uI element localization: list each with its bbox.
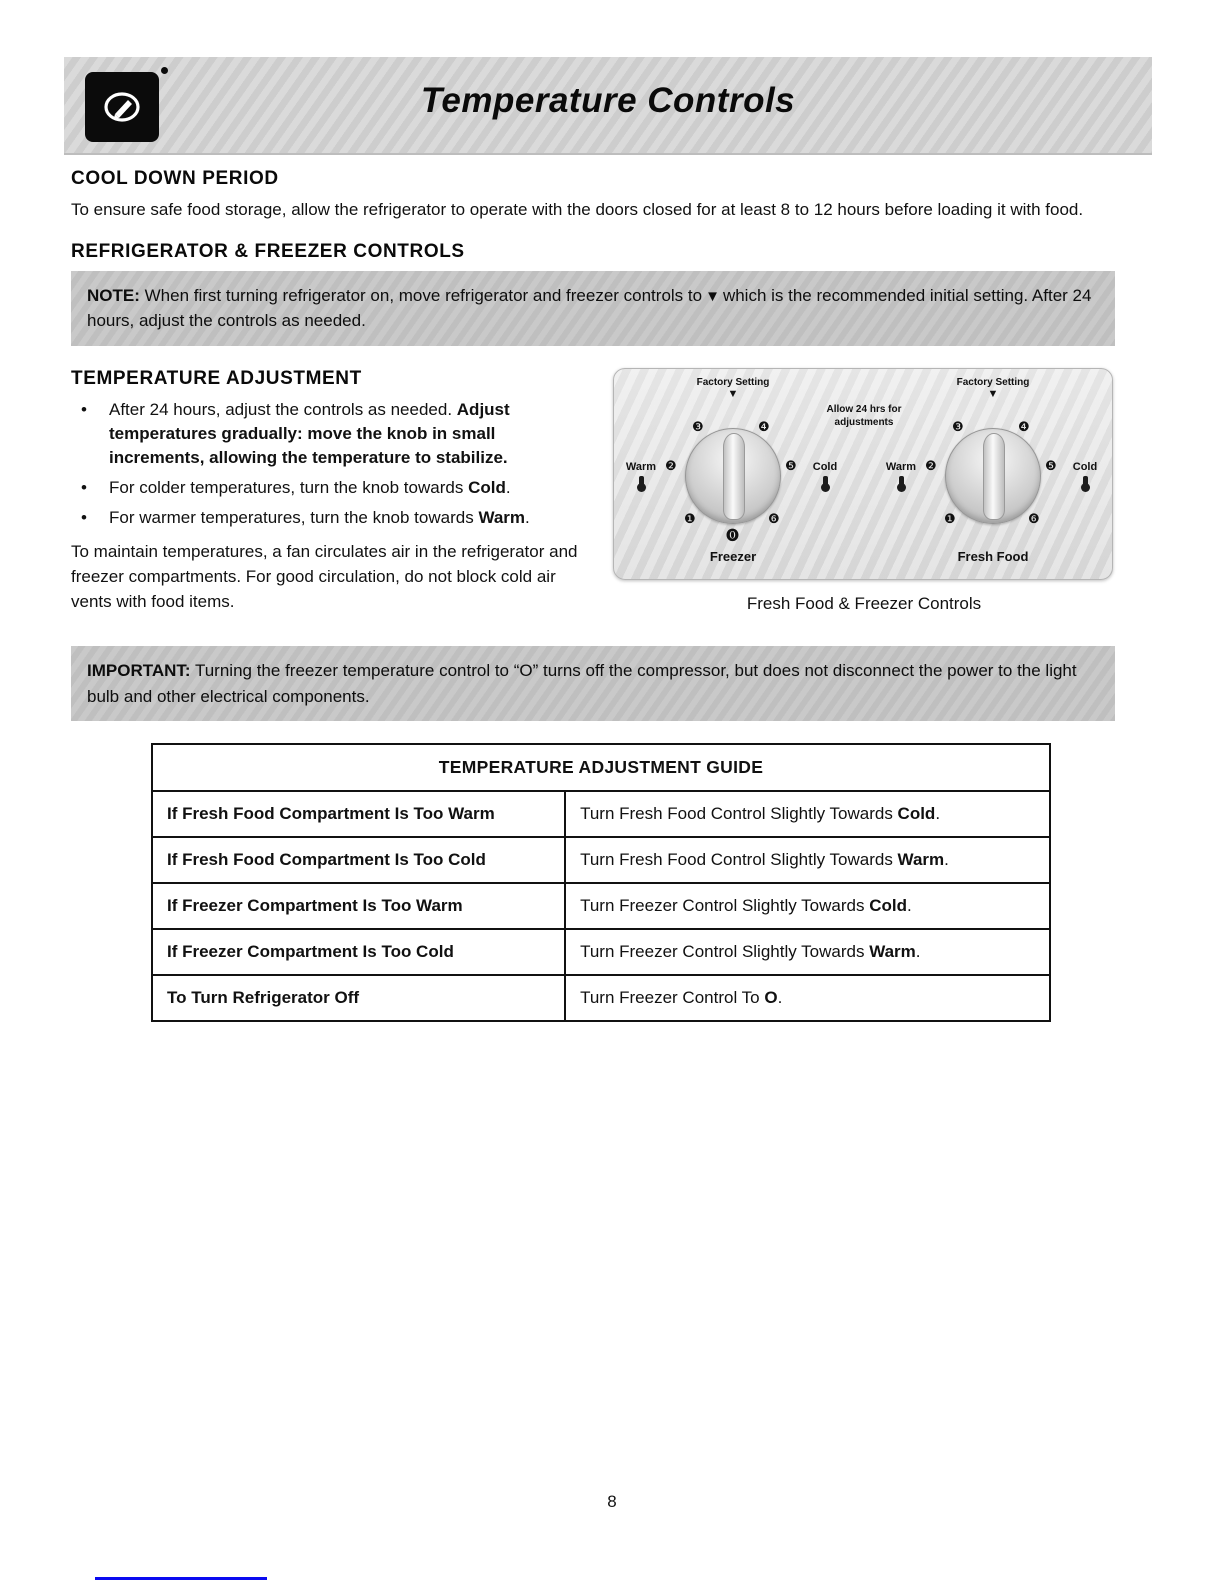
triangle-marker-icon: ▼ xyxy=(705,287,720,305)
factory-setting-arrow-icon: ▼ xyxy=(727,387,739,400)
dial-digit-3: ❸ xyxy=(952,418,964,434)
important-text: Turning the freezer temperature control to “O” turns off the compressor, but does not disconnect the power to the light bulb and other electrical components. xyxy=(87,661,1077,706)
dial-digit-3: ❸ xyxy=(692,418,704,434)
thermometer-icon xyxy=(1083,476,1088,487)
bullet-item xyxy=(71,506,591,530)
table-row xyxy=(152,837,1050,883)
dial-digit-6: ❻ xyxy=(1028,510,1040,526)
dial-digit-6: ❻ xyxy=(768,510,780,526)
allow-24hrs-label: Allow 24 hrs for adjustments xyxy=(826,403,902,428)
dial-digit-5: ❺ xyxy=(1045,457,1057,473)
bullet-item xyxy=(71,476,591,500)
header-banner xyxy=(64,57,1152,155)
factory-setting-label: Factory Setting xyxy=(696,376,770,388)
warm-label xyxy=(620,461,662,487)
page-title: Temperature Controls xyxy=(420,81,796,120)
bullet-item xyxy=(71,398,591,470)
adjustment-section xyxy=(71,368,1115,633)
thermometer-icon xyxy=(899,476,904,487)
dial-digit-4: ❹ xyxy=(758,418,770,434)
bullet-bold-text: Adjust temperatures gradually: move the knob in small increments, allowing the temperature to stabilize. xyxy=(109,399,510,467)
diagram-caption: Fresh Food & Freezer Controls xyxy=(746,593,982,613)
bullet-tail: . xyxy=(525,508,530,528)
dial-digit-2: ❷ xyxy=(665,457,677,473)
knob-pointer xyxy=(983,433,1005,520)
note-text-after: which is the recommended initial setting. After 24 hours, adjust the controls as needed. xyxy=(87,285,1092,331)
condition-cell: To Turn Refrigerator Off xyxy=(152,975,565,1021)
freezer-knob-label: Freezer xyxy=(709,548,757,564)
cold-text: Cold xyxy=(1072,460,1098,473)
action-bold: Warm xyxy=(869,942,916,962)
action-tail: . xyxy=(944,850,949,870)
important-label: IMPORTANT: xyxy=(87,661,191,681)
action-tail: . xyxy=(935,804,941,824)
condition-cell: If Fresh Food Compartment Is Too Cold xyxy=(152,837,565,883)
action-cell xyxy=(565,883,1050,929)
note-box xyxy=(71,271,1115,346)
condition-cell: If Freezer Compartment Is Too Warm xyxy=(152,883,565,929)
cool-down-heading: COOL DOWN PERIOD xyxy=(71,168,279,189)
bullet-bold-text: Warm xyxy=(478,508,526,528)
action-tail: . xyxy=(777,988,783,1008)
bullet-tail: . xyxy=(505,478,511,498)
dial-digit-4: ❹ xyxy=(1018,418,1030,434)
cold-label xyxy=(804,461,846,487)
freezer-knob-unit xyxy=(618,369,848,581)
bullet-text: After 24 hours, adjust the controls as needed. xyxy=(109,399,457,419)
action-tail: . xyxy=(906,896,912,916)
action-text: Turn Freezer Control Slightly Towards xyxy=(580,942,870,962)
temperature-adjustment-guide-table xyxy=(151,743,1051,1022)
note-text-before: When first turning refrigerator on, move refrigerator and freezer controls to xyxy=(139,285,703,305)
bullet-text: For warmer temperatures, turn the knob towards xyxy=(109,508,479,528)
controls-diagram xyxy=(613,368,1113,580)
adjustment-bullet-list xyxy=(71,398,591,531)
dial-digit-1: ❶ xyxy=(944,510,956,526)
table-title: TEMPERATURE ADJUSTMENT GUIDE xyxy=(152,744,1050,791)
action-text: Turn Freezer Control To xyxy=(580,988,765,1008)
action-text: Turn Fresh Food Control Slightly Towards xyxy=(580,804,898,824)
warm-text: Warm xyxy=(885,460,917,473)
action-cell xyxy=(565,929,1050,975)
diagram-column xyxy=(613,368,1115,633)
thermometer-icon xyxy=(823,476,828,487)
warm-text: Warm xyxy=(625,460,657,473)
action-cell xyxy=(565,791,1050,837)
condition-cell: If Freezer Compartment Is Too Cold xyxy=(152,929,565,975)
condition-cell: If Fresh Food Compartment Is Too Warm xyxy=(152,791,565,837)
table-row xyxy=(152,929,1050,975)
fresh-food-knob-unit xyxy=(878,369,1108,581)
dial-digit-2: ❷ xyxy=(925,457,937,473)
cool-down-body: To ensure safe food storage, allow the refrigerator to operate with the doors closed for at least 8 to 12 hours before loading it with food. xyxy=(71,200,1084,219)
action-tail: . xyxy=(915,942,921,962)
controls-heading: REFRIGERATOR & FREEZER CONTROLS xyxy=(71,240,465,262)
cold-text: Cold xyxy=(812,460,838,473)
circulation-paragraph: To maintain temperatures, a fan circulates air in the refrigerator and freezer compartments. For good circulation, do not block cold air vents with food items. xyxy=(71,542,578,611)
logo-dot xyxy=(161,67,168,74)
footer-mark xyxy=(95,1577,267,1580)
freezer-control-knob[interactable] xyxy=(685,428,781,524)
bullet-text: For colder temperatures, turn the knob towards xyxy=(109,478,469,498)
action-bold: Cold xyxy=(897,804,936,824)
warm-label xyxy=(880,461,922,487)
action-cell xyxy=(565,975,1050,1021)
action-text: Turn Freezer Control Slightly Towards xyxy=(580,896,870,916)
page-number: 8 xyxy=(607,1492,617,1511)
dial-digit-1: ❶ xyxy=(684,510,696,526)
action-text: Turn Fresh Food Control Slightly Towards xyxy=(580,850,898,870)
table-row xyxy=(152,883,1050,929)
factory-setting-label: Factory Setting xyxy=(956,376,1030,388)
fresh-food-knob-label: Fresh Food xyxy=(957,548,1029,564)
table-title-row xyxy=(152,744,1050,791)
thermometer-icon xyxy=(639,476,644,487)
knob-pointer xyxy=(723,433,745,520)
page-content xyxy=(71,168,1115,1022)
fresh-food-control-knob[interactable] xyxy=(945,428,1041,524)
action-bold: O xyxy=(764,988,778,1008)
bullet-bold-text: Cold xyxy=(468,478,506,498)
table-row xyxy=(152,975,1050,1021)
dial-digit-0: ⓿ xyxy=(726,527,740,543)
factory-setting-arrow-icon: ▼ xyxy=(987,387,999,400)
action-bold: Cold xyxy=(869,896,907,916)
adjustment-text-column xyxy=(71,368,591,633)
action-cell xyxy=(565,837,1050,883)
important-box xyxy=(71,646,1115,721)
action-bold: Warm xyxy=(897,850,945,870)
temp-adjustment-heading: TEMPERATURE ADJUSTMENT xyxy=(71,367,362,389)
table-row xyxy=(152,791,1050,837)
dial-digit-5: ❺ xyxy=(785,457,797,473)
note-label: NOTE: xyxy=(87,285,140,305)
cold-label xyxy=(1064,461,1106,487)
